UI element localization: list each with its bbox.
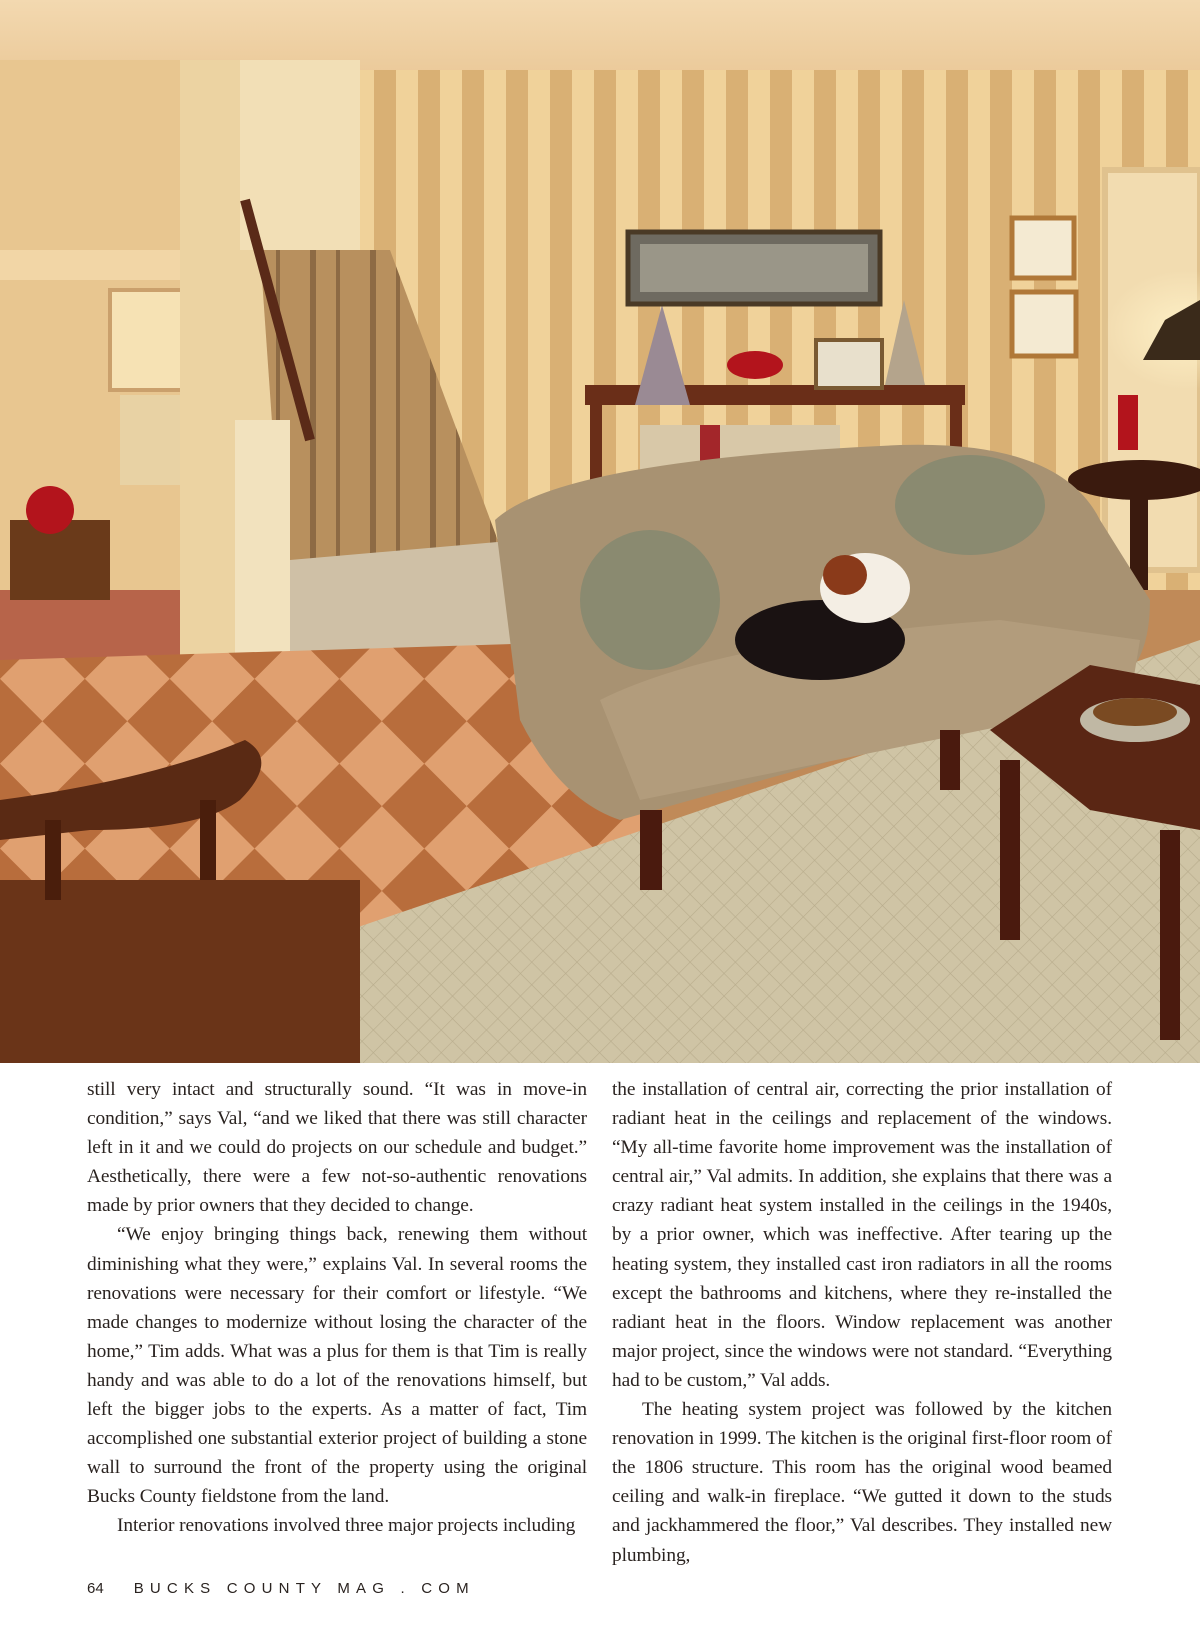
article-paragraph: still very intact and structurally sound. “It was in move-in condition,” says Val, “and we liked that there was still character left in it and we could do projects on our schedule and budget.” Aesthetically, there were a few not-so-authentic renovations made by prior owners that they decided to change. — [87, 1079, 587, 1217]
article-column-left — [87, 1075, 587, 1541]
article-paragraph: The heating system project was followed by the kitchen renovation in 1999. The kitchen is the original first-floor room of the 1806 structure. This room has the original wood beamed ceiling and walk-in fireplace. “We gutted it down to the studs and jackhammered the floor,” Val describes. They installed new plumbing, — [612, 1399, 1112, 1566]
page-footer — [87, 1576, 475, 1600]
article-paragraph: “We enjoy bringing things back, renewing them without diminishing what they were,” explains Val. In several rooms the renovations were necessary for their comfort or lifestyle. “We made changes to modernize without losing the character of the home,” Tim adds. What was a plus for them is that Tim is really handy and was able to do a lot of the renovations himself, but left the bigger jobs to the experts. As a matter of fact, Tim accomplished one substantial exterior project of building a stone wall to surround the front of the property using the original Bucks County fieldstone from the land. — [87, 1224, 587, 1508]
magazine-website: BUCKS COUNTY MAG . COM — [133, 1579, 475, 1597]
article-paragraph: the installation of central air, correcting the prior installation of radiant heat in the ceilings and replacement of the windows. “My all-time favorite home improvement was the installation of central air,” Val admits. In addition, she explains that there was a crazy radiant heat system installed in the ceilings in the 1940s, by a prior owner, which was ineffective. After tearing up the heating system, they installed cast iron radiators in all the rooms except the bathrooms and kitchens, where they re-installed the radiant heat in the floors. Window replacement was another major project, since the windows were not standard. “Everything had to be custom,” Val adds. — [612, 1079, 1112, 1391]
article-column-right — [612, 1075, 1112, 1570]
article-paragraph: Interior renovations involved three major projects including — [117, 1515, 576, 1537]
page-number: 64 — [87, 1579, 104, 1597]
